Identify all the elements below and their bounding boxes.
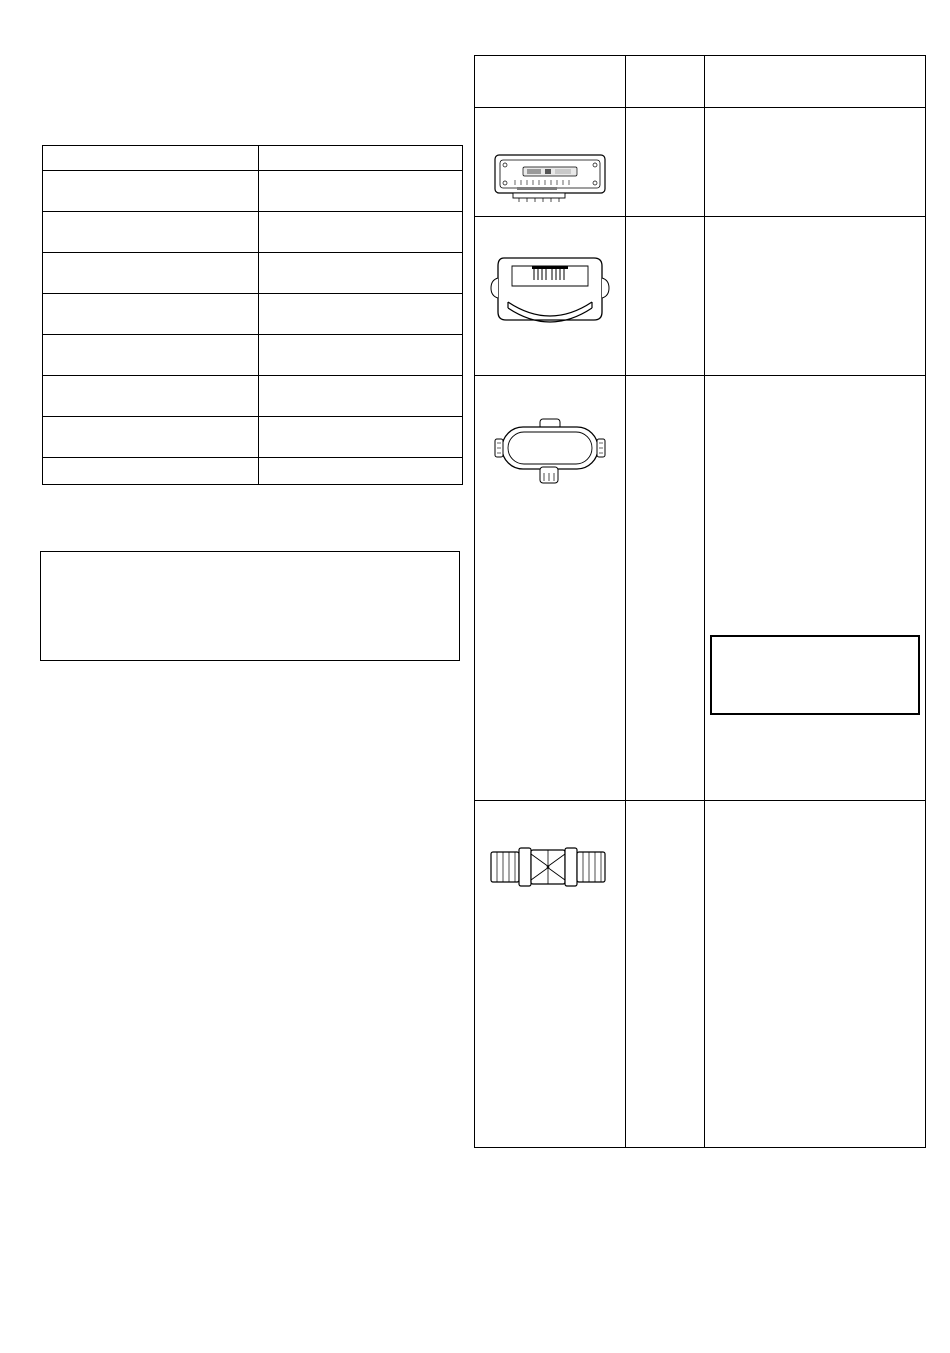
spec-row-2-value — [259, 253, 463, 294]
parts-row-2-image-cell — [475, 376, 626, 801]
oval-housing-assembly-illustration — [490, 417, 610, 497]
parts-row-2-quantity — [626, 376, 705, 801]
specifications-table — [42, 145, 463, 485]
spec-row-5-value — [259, 376, 463, 417]
table-row — [475, 376, 926, 801]
parts-row-1-image-cell — [475, 217, 626, 376]
spec-row-1-value — [259, 212, 463, 253]
image-cell-spacer — [480, 497, 620, 797]
caution-box — [710, 635, 920, 715]
parts-list-table — [474, 55, 926, 1148]
table-row — [43, 417, 463, 458]
spec-row-0-label — [43, 171, 259, 212]
note-box — [40, 551, 460, 661]
spec-row-1-label — [43, 212, 259, 253]
spec-header-value — [259, 146, 463, 171]
parts-row-3-quantity — [626, 801, 705, 1148]
parts-row-0-description — [705, 108, 926, 217]
spec-row-2-label — [43, 253, 259, 294]
spec-row-4-label — [43, 335, 259, 376]
table-row — [43, 376, 463, 417]
parts-row-0-quantity — [626, 108, 705, 217]
image-cell-spacer-extra — [480, 1054, 620, 1144]
spec-header-label — [43, 146, 259, 171]
parts-header-description — [705, 56, 926, 108]
parts-row-1-description — [705, 217, 926, 376]
parts-row-0-image-cell — [475, 108, 626, 217]
parts-row-1-quantity — [626, 217, 705, 376]
spec-row-3-label — [43, 294, 259, 335]
spec-row-7-label — [43, 458, 259, 485]
table-row — [43, 294, 463, 335]
table-row — [475, 217, 926, 376]
parts-header-image — [475, 56, 626, 108]
parts-row-3-description — [705, 801, 926, 1148]
parts-row-2-description-cell — [705, 376, 926, 801]
enclosure-cover-illustration — [490, 250, 610, 342]
spec-row-4-value — [259, 335, 463, 376]
inline-connector-coupler-illustration — [487, 834, 613, 904]
spec-row-3-value — [259, 294, 463, 335]
table-row — [475, 108, 926, 217]
table-row — [43, 171, 463, 212]
spec-row-7-value — [259, 458, 463, 485]
table-row — [43, 335, 463, 376]
table-row — [43, 146, 463, 171]
spec-row-6-value — [259, 417, 463, 458]
parts-header-quantity — [626, 56, 705, 108]
description-spacer — [710, 379, 920, 629]
table-header-row — [475, 56, 926, 108]
image-cell-spacer — [480, 904, 620, 1054]
table-row — [475, 801, 926, 1148]
parts-row-3-image-cell — [475, 801, 626, 1148]
table-row — [43, 253, 463, 294]
table-row — [43, 458, 463, 485]
spec-row-0-value — [259, 171, 463, 212]
spec-row-6-label — [43, 417, 259, 458]
table-row — [43, 212, 463, 253]
control-module-front-panel-illustration — [491, 143, 609, 213]
spec-row-5-label — [43, 376, 259, 417]
